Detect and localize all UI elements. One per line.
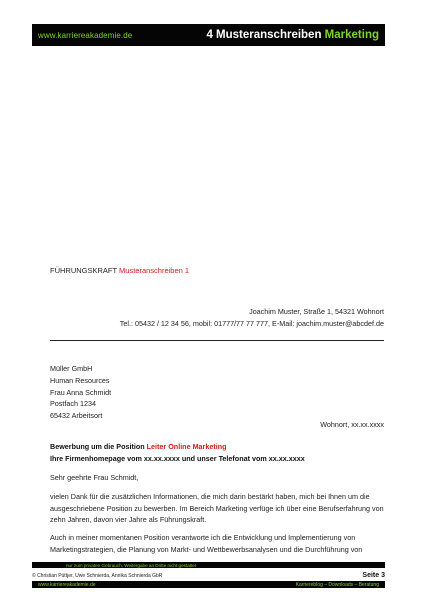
footer-copyright: © Christian Püttjer, Uwe Schnierda, Annika Schnierda GbR: [32, 573, 163, 579]
subject-position: Leiter Online Marketing: [146, 442, 227, 451]
footer-links[interactable]: Karriereblog – Downloads – Beratung: [295, 581, 379, 588]
recipient-line: Müller GmbH: [50, 364, 93, 373]
sender-contact: Tel.: 05432 / 12 34 56, mobil: 01777/77 77 777, E-Mail: joachim.muster@abcdef.de: [119, 319, 384, 328]
page-number: Seite 3: [362, 572, 385, 579]
body-paragraph-2: Auch in meiner momentanen Position verantworte ich die Entwicklung und Implementierung von Marketingstrategien, die Planung von Markt- und Wettbewerbsanalysen und die Durchführung von: [50, 533, 363, 554]
footer-site-link[interactable]: www.karriereakademie.de: [38, 581, 96, 588]
footer-link-bar: [32, 581, 385, 588]
sender-address: Joachim Muster, Straße 1, 54321 Wohnort: [249, 307, 384, 316]
subject-prefix: Bewerbung um die Position: [50, 442, 147, 451]
subject-line-2: Ihre Firmenhomepage vom xx.xx.xxxx und unser Telefonat vom xx.xx.xxxx: [50, 453, 305, 463]
footer-note: nur zum privaten Gebrauch, Weitergabe an Dritte nicht gestattet: [66, 562, 197, 568]
section-label: [50, 266, 189, 275]
section-label-accent: Musteranschreiben 1: [119, 266, 190, 275]
salutation: Sehr geehrte Frau Schmidt,: [50, 473, 139, 482]
subject-line-1: [50, 441, 305, 453]
recipient-line: Human Resources: [50, 375, 110, 385]
header-site-link[interactable]: www.karriereakademie.de: [38, 30, 133, 40]
recipient-line: Frau Anna Schmidt: [50, 387, 112, 397]
header-bar: [32, 24, 385, 46]
letter-date: Wohnort, xx.xx.xxxx: [320, 420, 384, 429]
section-label-main: FÜHRUNGSKRAFT: [50, 266, 120, 275]
footer-info: [32, 572, 385, 579]
header-title-main: 4 Musteranschreiben: [206, 29, 325, 41]
header-title-accent: Marketing: [324, 29, 379, 41]
recipient-block: [50, 363, 111, 422]
subject-block: [50, 441, 305, 464]
recipient-line: 65432 Arbeitsort: [50, 411, 103, 421]
sender-block: [120, 306, 384, 330]
sender-divider: [50, 340, 384, 341]
header-title: [206, 29, 379, 41]
body-paragraph-1: vielen Dank für die zusätzlichen Informationen, die mich darin bestärkt haben, mich bei Ihnen um die ausgeschriebene Position zu bewerben. Im Bereich Marketing verfüge ich über eine Berufserfahrung von zehn Jahren, davon vier Jahre als Führungskraft.: [50, 492, 384, 525]
footer-note-bar: [32, 562, 385, 568]
recipient-line: Postfach 1234: [50, 399, 96, 409]
